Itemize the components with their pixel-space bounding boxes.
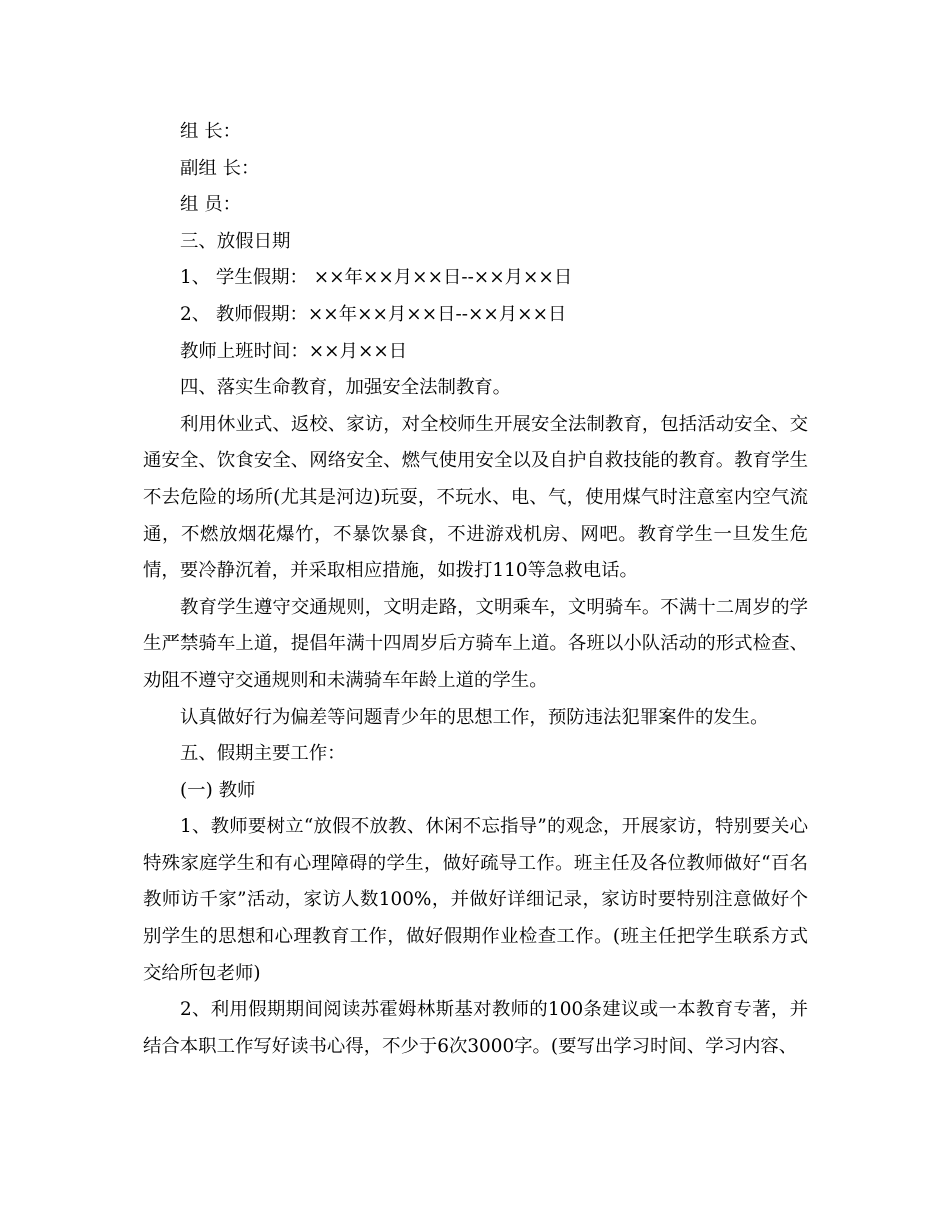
teacher-return-line: 教师上班时间：××月××日 [180, 340, 408, 362]
item-2-paragraph: 2、利用假期期间阅读苏霍姆林斯基对教师的100条建议或一本教育专著，并结合本职工作写好读书心得，不少于6次3000字。(要写出学习时间、学习内容、 [143, 999, 808, 1057]
student-holiday-line: 1、 学生假期： ××年××月××日--××月××日 [180, 267, 573, 289]
teacher-holiday-line: 2、 教师假期：××年××月××日--××月××日 [180, 303, 567, 325]
members-line: 组 员： [180, 194, 242, 216]
item-1-paragraph: 1、教师要树立“放假不放教、休闲不忘指导”的观念，开展家访，特别要关心特殊家庭学生和有心理障碍的学生，做好疏导工作。班主任及各位教师做好“百名教师访千家”活动，家访人数100%，并做好详细记录，家访时要特别注意做好个别学生的思想和心理教育工作，做好假期作业检查工作。(班主任把学生联系方式交给所包老师) [143, 816, 808, 984]
section-4-heading: 四、落实生命教育，加强安全法制教育。 [180, 377, 512, 399]
traffic-rules-paragraph: 教育学生遵守交通规则，文明走路，文明乘车，文明骑车。不满十二周岁的学生严禁骑车上道，提倡年满十四周岁后方骑车上道。各班以小队活动的形式检查、劝阻不遵守交通规则和未满骑车年龄上道的学生。 [143, 596, 808, 691]
teacher-subheading: (一) 教师 [180, 779, 256, 801]
section-5-heading: 五、假期主要工作： [180, 743, 346, 765]
group-leader-line: 组 长： [180, 121, 242, 142]
document-body [143, 114, 808, 1065]
safety-education-paragraph: 利用休业式、返校、家访，对全校师生开展安全法制教育，包括活动安全、交通安全、饮食安全、网络安全、燃气使用安全以及自护自救技能的教育。教育学生不去危险的场所(尤其是河边)玩耍，不玩水、电、气，使用煤气时注意室内空气流通，不燃放烟花爆竹，不暴饮暴食，不进游戏机房、网吧。教育学生一旦发生危情，要冷静沉着，并采取相应措施，如拨打110等急救电话。 [143, 413, 808, 582]
section-3-heading: 三、放假日期 [180, 230, 291, 252]
deputy-leader-line: 副组 长： [180, 157, 260, 179]
youth-work-paragraph: 认真做好行为偏差等问题青少年的思想工作，预防违法犯罪案件的发生。 [180, 706, 769, 728]
